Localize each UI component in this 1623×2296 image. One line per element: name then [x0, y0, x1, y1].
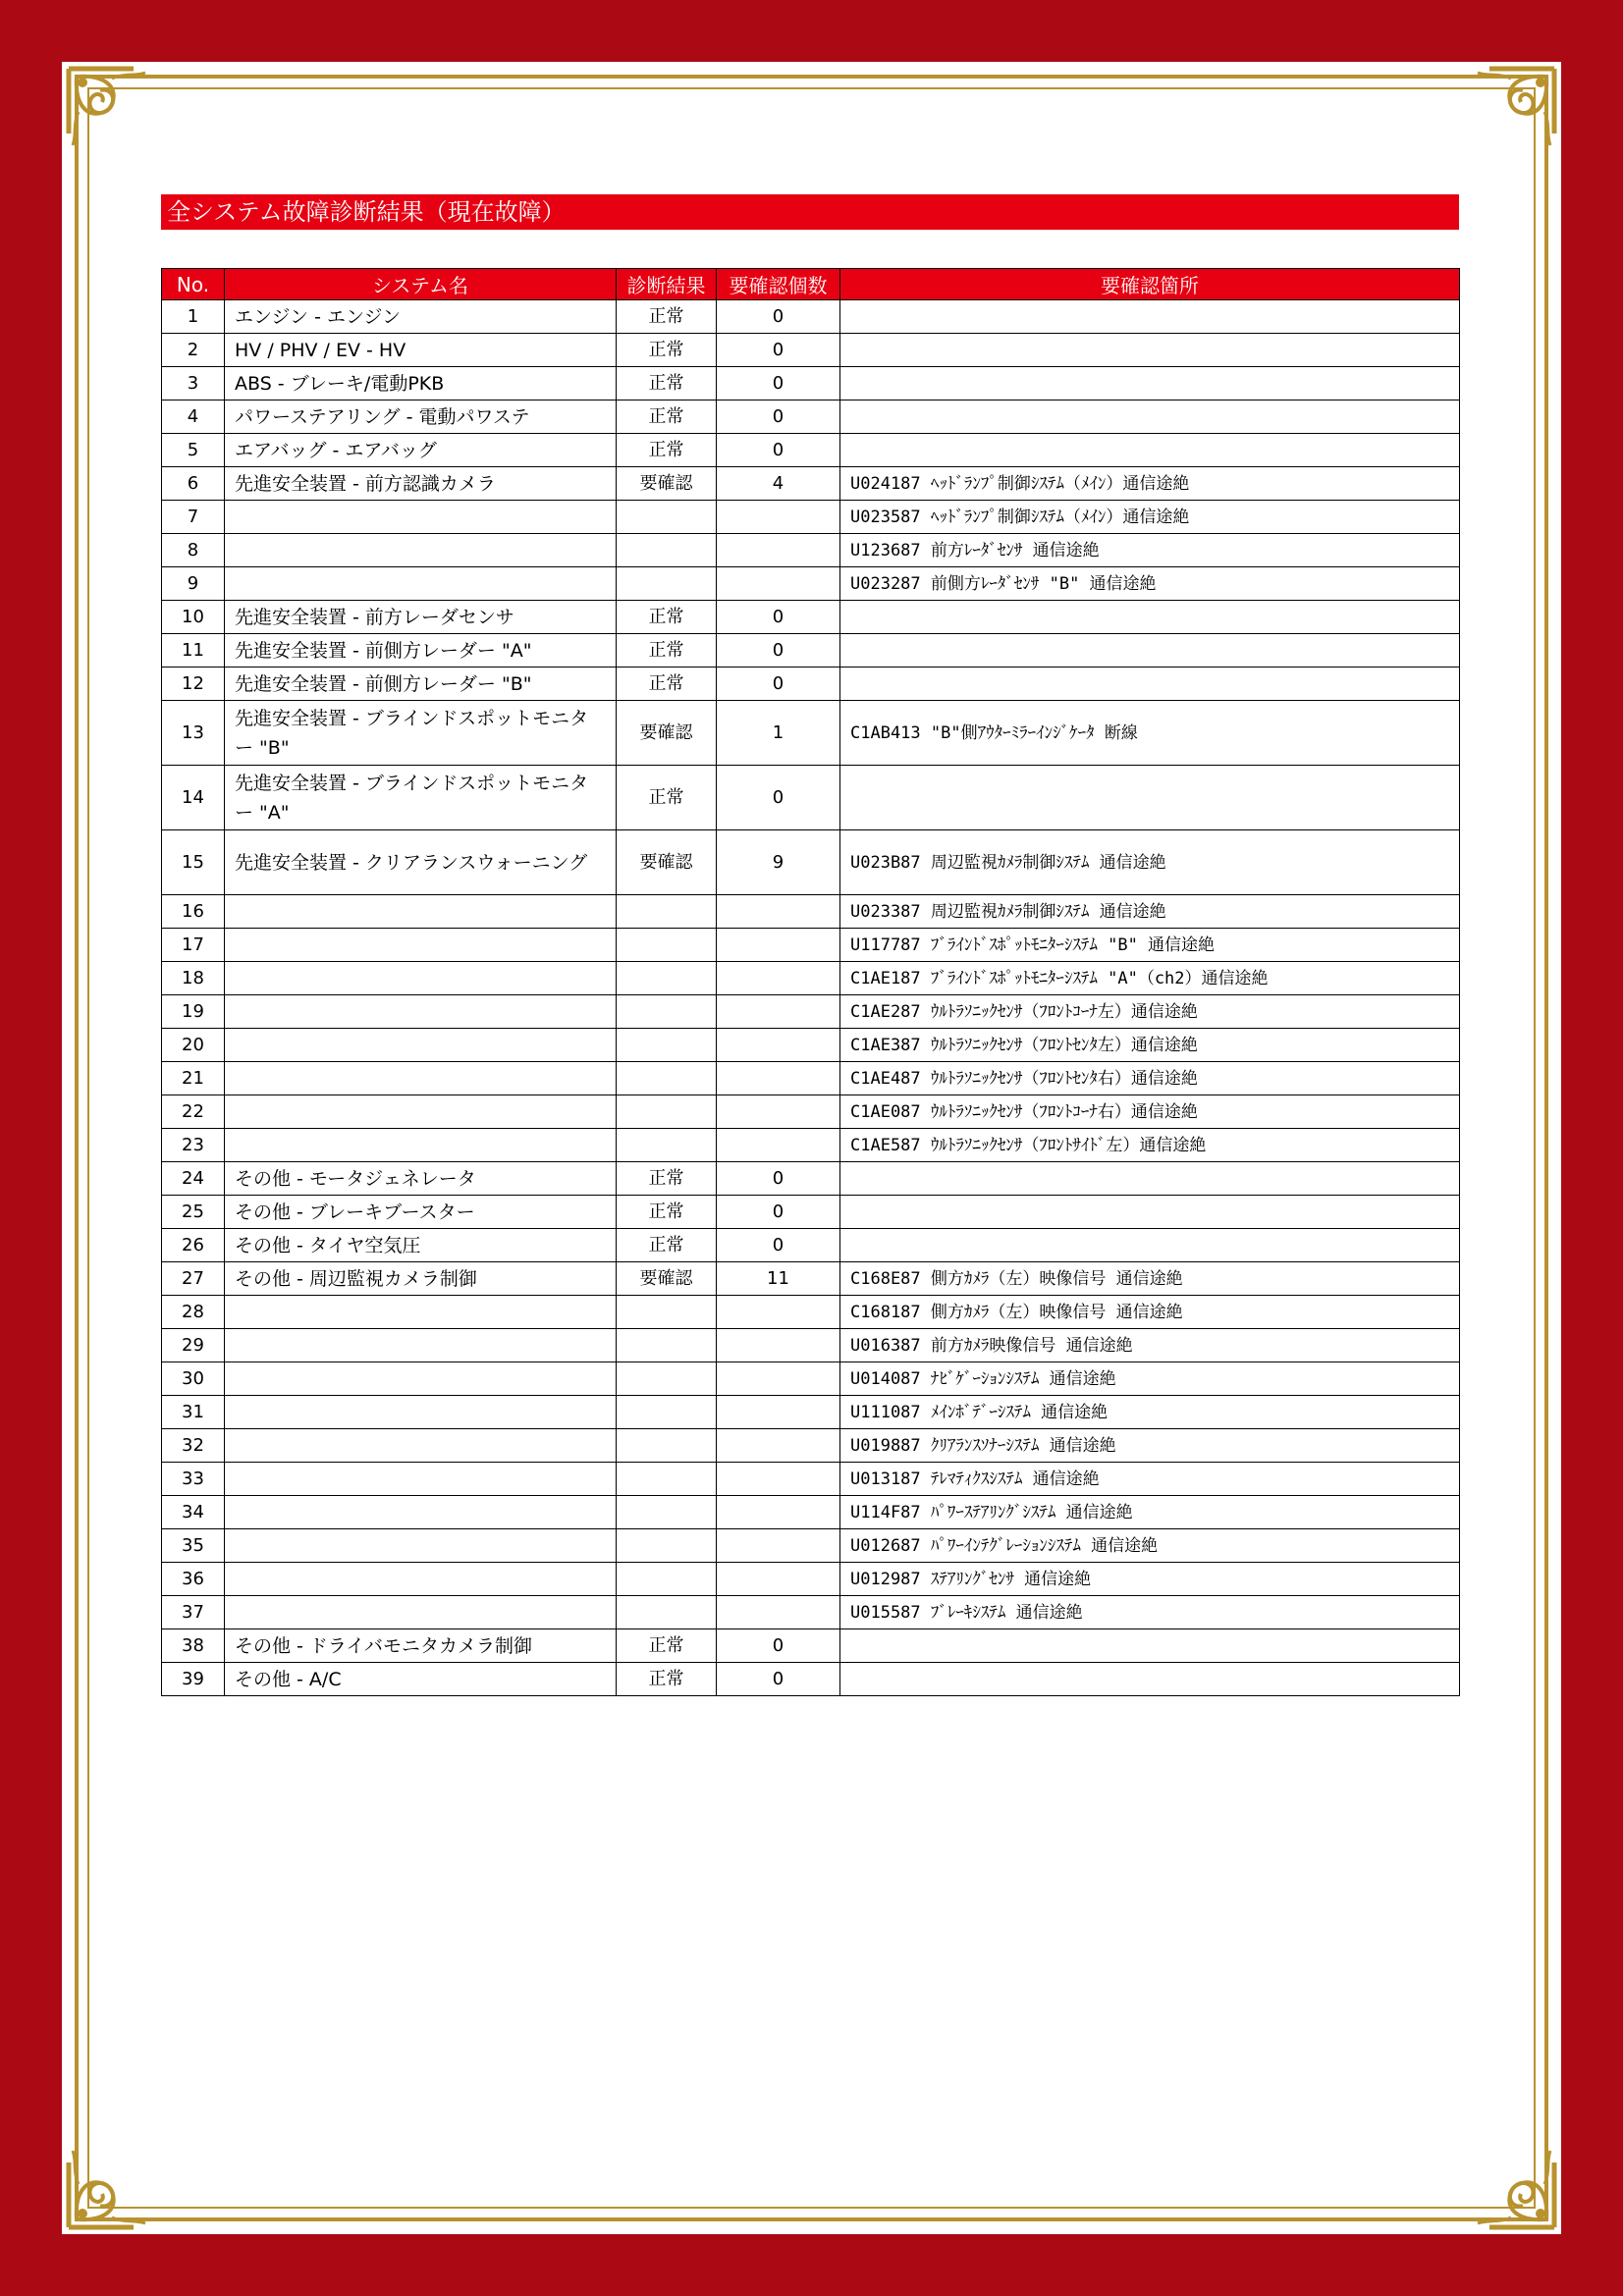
row-system-cell: その他 - モータジェネレータ: [225, 1162, 617, 1196]
row-count-cell: 0: [717, 300, 840, 334]
row-result-cell: [617, 1563, 717, 1596]
row-result-cell: 要確認: [617, 830, 717, 895]
row-system-cell: [225, 895, 617, 929]
row-location-cell: [840, 766, 1460, 830]
row-system-cell: その他 - タイヤ空気圧: [225, 1229, 617, 1262]
row-system-cell: エアバッグ - エアバッグ: [225, 434, 617, 467]
row-count-cell: [717, 1129, 840, 1162]
row-result-cell: 正常: [617, 1196, 717, 1229]
row-result-cell: 正常: [617, 766, 717, 830]
table-row: [162, 400, 1460, 434]
table-row: [162, 1162, 1460, 1196]
row-no-cell: 31: [162, 1396, 225, 1429]
header-check-count: 要確認個数: [717, 269, 840, 300]
section-title: 全システム故障診断結果（現在故障）: [161, 194, 1459, 230]
row-no-cell: 7: [162, 501, 225, 534]
row-system-cell: [225, 1296, 617, 1329]
row-result-cell: 正常: [617, 1229, 717, 1262]
row-count-cell: 11: [717, 1262, 840, 1296]
row-count-cell: [717, 1596, 840, 1629]
table-row: [162, 1496, 1460, 1529]
row-location-cell: C1AE087 ｳﾙﾄﾗｿﾆｯｸｾﾝｻ（ﾌﾛﾝﾄｺｰﾅ右）通信途絶: [840, 1095, 1460, 1129]
header-check-location: 要確認箇所: [840, 269, 1460, 300]
row-count-cell: 0: [717, 667, 840, 701]
row-result-cell: [617, 962, 717, 995]
row-result-cell: [617, 929, 717, 962]
row-system-cell: [225, 1563, 617, 1596]
table-row: [162, 1229, 1460, 1262]
row-count-cell: [717, 1329, 840, 1362]
table-row: [162, 1129, 1460, 1162]
row-system-cell: [225, 1095, 617, 1129]
row-location-cell: [840, 400, 1460, 434]
table-row: [162, 501, 1460, 534]
table-row: [162, 601, 1460, 634]
row-count-cell: [717, 929, 840, 962]
row-no-cell: 23: [162, 1129, 225, 1162]
row-system-cell: 先進安全装置 - 前側方レーダー "B": [225, 667, 617, 701]
row-system-cell: HV / PHV / EV - HV: [225, 334, 617, 367]
row-no-cell: 9: [162, 567, 225, 601]
row-system-cell: [225, 1062, 617, 1095]
table-row: [162, 1629, 1460, 1663]
row-system-cell: エンジン - エンジン: [225, 300, 617, 334]
row-no-cell: 25: [162, 1196, 225, 1229]
row-location-cell: [840, 300, 1460, 334]
row-result-cell: [617, 1095, 717, 1129]
row-count-cell: [717, 1029, 840, 1062]
row-no-cell: 33: [162, 1463, 225, 1496]
row-system-cell: [225, 1396, 617, 1429]
row-count-cell: 0: [717, 634, 840, 667]
row-result-cell: [617, 1329, 717, 1362]
gold-flourish-corner-icon: [65, 2133, 163, 2231]
row-no-cell: 14: [162, 766, 225, 830]
row-result-cell: 正常: [617, 334, 717, 367]
row-system-cell: [225, 567, 617, 601]
row-no-cell: 36: [162, 1563, 225, 1596]
row-system-cell: 先進安全装置 - クリアランスウォーニング: [225, 830, 617, 895]
row-count-cell: [717, 501, 840, 534]
table-row: [162, 1095, 1460, 1129]
row-no-cell: 18: [162, 962, 225, 995]
row-no-cell: 39: [162, 1663, 225, 1696]
row-location-cell: [840, 634, 1460, 667]
row-location-cell: U023587 ﾍｯﾄﾞﾗﾝﾌﾟ制御ｼｽﾃﾑ（ﾒｲﾝ）通信途絶: [840, 501, 1460, 534]
row-system-cell: その他 - A/C: [225, 1663, 617, 1696]
row-no-cell: 11: [162, 634, 225, 667]
row-location-cell: U123687 前方ﾚｰﾀﾞｾﾝｻ 通信途絶: [840, 534, 1460, 567]
row-location-cell: C1AE487 ｳﾙﾄﾗｿﾆｯｸｾﾝｻ（ﾌﾛﾝﾄｾﾝﾀ右）通信途絶: [840, 1062, 1460, 1095]
table-row: [162, 1196, 1460, 1229]
row-no-cell: 1: [162, 300, 225, 334]
table-row: [162, 367, 1460, 400]
row-count-cell: 9: [717, 830, 840, 895]
row-result-cell: [617, 1129, 717, 1162]
table-row: [162, 300, 1460, 334]
row-system-cell: パワーステアリング - 電動パワステ: [225, 400, 617, 434]
row-system-cell: [225, 1329, 617, 1362]
row-no-cell: 38: [162, 1629, 225, 1663]
header-diagnosis-result: 診断結果: [617, 269, 717, 300]
row-count-cell: [717, 1362, 840, 1396]
gold-flourish-corner-icon: [1460, 65, 1558, 163]
row-no-cell: 19: [162, 995, 225, 1029]
table-row: [162, 1429, 1460, 1463]
row-count-cell: 0: [717, 1229, 840, 1262]
row-location-cell: U023287 前側方ﾚｰﾀﾞｾﾝｻ "B" 通信途絶: [840, 567, 1460, 601]
row-count-cell: [717, 1296, 840, 1329]
row-location-cell: [840, 367, 1460, 400]
row-count-cell: [717, 567, 840, 601]
row-count-cell: 0: [717, 1162, 840, 1196]
row-result-cell: 要確認: [617, 1262, 717, 1296]
row-no-cell: 27: [162, 1262, 225, 1296]
row-system-cell: [225, 1129, 617, 1162]
row-result-cell: 正常: [617, 667, 717, 701]
row-system-cell: [225, 995, 617, 1029]
table-row: [162, 1529, 1460, 1563]
row-count-cell: 0: [717, 334, 840, 367]
row-no-cell: 16: [162, 895, 225, 929]
row-system-cell: [225, 1529, 617, 1563]
row-count-cell: 1: [717, 701, 840, 766]
row-location-cell: U023B87 周辺監視ｶﾒﾗ制御ｼｽﾃﾑ 通信途絶: [840, 830, 1460, 895]
row-result-cell: 正常: [617, 400, 717, 434]
row-count-cell: [717, 895, 840, 929]
gold-flourish-corner-icon: [1460, 2133, 1558, 2231]
table-row: [162, 1396, 1460, 1429]
row-no-cell: 30: [162, 1362, 225, 1396]
row-system-cell: [225, 1596, 617, 1629]
row-location-cell: [840, 601, 1460, 634]
table-row: [162, 830, 1460, 895]
table-row: [162, 334, 1460, 367]
table-row: [162, 766, 1460, 830]
row-count-cell: [717, 1463, 840, 1496]
table-header-row: [162, 269, 1460, 300]
row-no-cell: 12: [162, 667, 225, 701]
table-row: [162, 534, 1460, 567]
row-count-cell: [717, 1563, 840, 1596]
report-page: [62, 62, 1561, 2234]
row-no-cell: 17: [162, 929, 225, 962]
row-count-cell: 0: [717, 400, 840, 434]
row-location-cell: U014087 ﾅﾋﾞｹﾞｰｼｮﾝｼｽﾃﾑ 通信途絶: [840, 1362, 1460, 1396]
row-system-cell: 先進安全装置 - 前方認識カメラ: [225, 467, 617, 501]
row-no-cell: 29: [162, 1329, 225, 1362]
table-row: [162, 467, 1460, 501]
row-location-cell: U019887 ｸﾘｱﾗﾝｽｿﾅｰｼｽﾃﾑ 通信途絶: [840, 1429, 1460, 1463]
row-location-cell: C1AE387 ｳﾙﾄﾗｿﾆｯｸｾﾝｻ（ﾌﾛﾝﾄｾﾝﾀ左）通信途絶: [840, 1029, 1460, 1062]
row-no-cell: 10: [162, 601, 225, 634]
row-system-cell: [225, 1029, 617, 1062]
row-location-cell: [840, 1229, 1460, 1262]
row-result-cell: [617, 1029, 717, 1062]
row-location-cell: U013187 ﾃﾚﾏﾃｨｸｽｼｽﾃﾑ 通信途絶: [840, 1463, 1460, 1496]
row-location-cell: [840, 1162, 1460, 1196]
row-location-cell: [840, 334, 1460, 367]
row-location-cell: U023387 周辺監視ｶﾒﾗ制御ｼｽﾃﾑ 通信途絶: [840, 895, 1460, 929]
table-row: [162, 1663, 1460, 1696]
table-row: [162, 434, 1460, 467]
row-location-cell: U016387 前方ｶﾒﾗ映像信号 通信途絶: [840, 1329, 1460, 1362]
row-result-cell: [617, 1296, 717, 1329]
row-count-cell: [717, 1429, 840, 1463]
row-result-cell: 正常: [617, 601, 717, 634]
row-count-cell: [717, 962, 840, 995]
row-location-cell: [840, 434, 1460, 467]
row-location-cell: U114F87 ﾊﾟﾜｰｽﾃｱﾘﾝｸﾞｼｽﾃﾑ 通信途絶: [840, 1496, 1460, 1529]
gold-flourish-corner-icon: [65, 65, 163, 163]
row-system-cell: その他 - 周辺監視カメラ制御: [225, 1262, 617, 1296]
row-system-cell: [225, 1362, 617, 1396]
row-location-cell: [840, 1629, 1460, 1663]
row-no-cell: 34: [162, 1496, 225, 1529]
row-system-cell: [225, 501, 617, 534]
row-location-cell: U015587 ﾌﾞﾚｰｷｼｽﾃﾑ 通信途絶: [840, 1596, 1460, 1629]
row-result-cell: [617, 895, 717, 929]
row-result-cell: [617, 534, 717, 567]
row-location-cell: U012687 ﾊﾟﾜｰｲﾝﾃｸﾞﾚｰｼｮﾝｼｽﾃﾑ 通信途絶: [840, 1529, 1460, 1563]
row-no-cell: 3: [162, 367, 225, 400]
table-row: [162, 567, 1460, 601]
table-row: [162, 995, 1460, 1029]
row-location-cell: C1AE287 ｳﾙﾄﾗｿﾆｯｸｾﾝｻ（ﾌﾛﾝﾄｺｰﾅ左）通信途絶: [840, 995, 1460, 1029]
row-location-cell: U111087 ﾒｲﾝﾎﾞﾃﾞｰｼｽﾃﾑ 通信途絶: [840, 1396, 1460, 1429]
row-system-cell: その他 - ドライバモニタカメラ制御: [225, 1629, 617, 1663]
row-result-cell: [617, 567, 717, 601]
table-row: [162, 929, 1460, 962]
row-result-cell: [617, 1463, 717, 1496]
table-row: [162, 1062, 1460, 1095]
row-no-cell: 20: [162, 1029, 225, 1062]
row-no-cell: 13: [162, 701, 225, 766]
row-location-cell: [840, 1663, 1460, 1696]
row-result-cell: 正常: [617, 367, 717, 400]
row-system-cell: [225, 962, 617, 995]
row-location-cell: C1AB413 "B"側ｱｳﾀｰﾐﾗｰｲﾝｼﾞｹｰﾀ 断線: [840, 701, 1460, 766]
row-system-cell: [225, 1429, 617, 1463]
table-row: [162, 1029, 1460, 1062]
row-count-cell: [717, 1529, 840, 1563]
row-count-cell: [717, 1062, 840, 1095]
row-result-cell: 正常: [617, 1162, 717, 1196]
row-no-cell: 35: [162, 1529, 225, 1563]
table-row: [162, 701, 1460, 766]
row-location-cell: U012987 ｽﾃｱﾘﾝｸﾞｾﾝｻ 通信途絶: [840, 1563, 1460, 1596]
row-result-cell: 正常: [617, 634, 717, 667]
row-count-cell: [717, 1496, 840, 1529]
row-location-cell: C168187 側方ｶﾒﾗ（左）映像信号 通信途絶: [840, 1296, 1460, 1329]
row-count-cell: 0: [717, 434, 840, 467]
header-system-name: システム名: [225, 269, 617, 300]
row-system-cell: その他 - ブレーキブースター: [225, 1196, 617, 1229]
row-count-cell: 0: [717, 1196, 840, 1229]
table-row: [162, 634, 1460, 667]
table-row: [162, 1329, 1460, 1362]
row-location-cell: [840, 667, 1460, 701]
row-result-cell: 正常: [617, 300, 717, 334]
row-result-cell: [617, 1596, 717, 1629]
table-row: [162, 1296, 1460, 1329]
row-count-cell: [717, 1396, 840, 1429]
row-system-cell: [225, 929, 617, 962]
row-count-cell: 0: [717, 1663, 840, 1696]
row-no-cell: 4: [162, 400, 225, 434]
row-result-cell: 要確認: [617, 467, 717, 501]
row-location-cell: C168E87 側方ｶﾒﾗ（左）映像信号 通信途絶: [840, 1262, 1460, 1296]
row-result-cell: [617, 501, 717, 534]
row-result-cell: [617, 1396, 717, 1429]
row-system-cell: 先進安全装置 - 前側方レーダー "A": [225, 634, 617, 667]
row-count-cell: [717, 1095, 840, 1129]
row-count-cell: [717, 995, 840, 1029]
row-no-cell: 8: [162, 534, 225, 567]
row-result-cell: 正常: [617, 1663, 717, 1696]
row-no-cell: 28: [162, 1296, 225, 1329]
table-row: [162, 1262, 1460, 1296]
table-row: [162, 1596, 1460, 1629]
row-result-cell: [617, 995, 717, 1029]
row-no-cell: 2: [162, 334, 225, 367]
table-row: [162, 1563, 1460, 1596]
table-row: [162, 667, 1460, 701]
table-row: [162, 1463, 1460, 1496]
row-result-cell: [617, 1496, 717, 1529]
row-result-cell: 正常: [617, 434, 717, 467]
row-result-cell: [617, 1362, 717, 1396]
row-no-cell: 37: [162, 1596, 225, 1629]
row-location-cell: C1AE587 ｳﾙﾄﾗｿﾆｯｸｾﾝｻ（ﾌﾛﾝﾄｻｲﾄﾞ左）通信途絶: [840, 1129, 1460, 1162]
table-row: [162, 1362, 1460, 1396]
diagnosis-table: [161, 268, 1460, 1696]
row-no-cell: 32: [162, 1429, 225, 1463]
row-count-cell: 0: [717, 766, 840, 830]
header-no: No.: [162, 269, 225, 300]
row-result-cell: [617, 1062, 717, 1095]
row-count-cell: 0: [717, 1629, 840, 1663]
row-location-cell: [840, 1196, 1460, 1229]
row-system-cell: [225, 1463, 617, 1496]
row-system-cell: [225, 1496, 617, 1529]
row-location-cell: C1AE187 ﾌﾞﾗｲﾝﾄﾞｽﾎﾟｯﾄﾓﾆﾀｰｼｽﾃﾑ "A"（ch2）通信途絶: [840, 962, 1460, 995]
row-system-cell: ABS - ブレーキ/電動PKB: [225, 367, 617, 400]
row-result-cell: 正常: [617, 1629, 717, 1663]
row-no-cell: 26: [162, 1229, 225, 1262]
row-system-cell: 先進安全装置 - ブラインドスポットモニター "A": [225, 766, 617, 830]
row-location-cell: U024187 ﾍｯﾄﾞﾗﾝﾌﾟ制御ｼｽﾃﾑ（ﾒｲﾝ）通信途絶: [840, 467, 1460, 501]
row-no-cell: 22: [162, 1095, 225, 1129]
row-no-cell: 15: [162, 830, 225, 895]
row-no-cell: 5: [162, 434, 225, 467]
table-row: [162, 895, 1460, 929]
row-no-cell: 6: [162, 467, 225, 501]
row-result-cell: [617, 1529, 717, 1563]
row-count-cell: 4: [717, 467, 840, 501]
row-result-cell: 要確認: [617, 701, 717, 766]
row-count-cell: [717, 534, 840, 567]
row-location-cell: U117787 ﾌﾞﾗｲﾝﾄﾞｽﾎﾟｯﾄﾓﾆﾀｰｼｽﾃﾑ "B" 通信途絶: [840, 929, 1460, 962]
row-system-cell: 先進安全装置 - 前方レーダセンサ: [225, 601, 617, 634]
row-count-cell: 0: [717, 601, 840, 634]
table-row: [162, 962, 1460, 995]
row-system-cell: 先進安全装置 - ブラインドスポットモニター "B": [225, 701, 617, 766]
row-no-cell: 21: [162, 1062, 225, 1095]
row-system-cell: [225, 534, 617, 567]
row-count-cell: 0: [717, 367, 840, 400]
row-no-cell: 24: [162, 1162, 225, 1196]
row-result-cell: [617, 1429, 717, 1463]
